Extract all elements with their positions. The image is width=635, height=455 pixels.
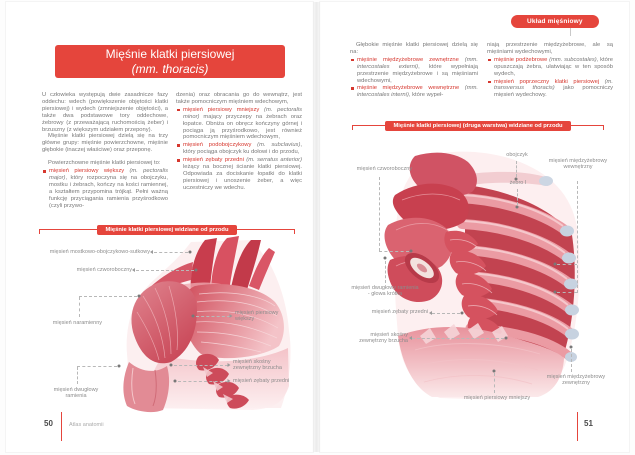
paragraph: U człowieka występują dwie zasadnicze fazy oddechu: wdech (powiększenie objętości klatki piersiowej) i wydech (zmniejszenie objętości), a także dwa podstawowe tory oddechowe, żebrowy (z przeważającą ruchomością żeber) i brzuszny (z większym udziałem przepony).	[42, 92, 168, 133]
bullet-icon	[488, 59, 491, 62]
spine-shadow	[312, 2, 321, 452]
caption-line	[571, 125, 603, 126]
figure-label: mięsień mostkowo-obojczykowo-sutkowy	[49, 249, 150, 255]
page-number-left: 50	[44, 419, 53, 428]
right-col2	[487, 42, 613, 99]
caption-tick	[603, 125, 604, 130]
bullet-icon	[351, 87, 354, 90]
muscle-list-item	[176, 107, 302, 142]
item-rest: jako pomocniczy mięsień wydechowy.	[494, 85, 613, 99]
muscle-list-item	[42, 168, 168, 209]
bullet-icon	[351, 59, 354, 62]
footer-rule-right	[577, 412, 578, 441]
item-name: mięśnie międzyżebrowe wewnętrzne	[357, 85, 460, 92]
item-latin: (mm. subcostales)	[547, 56, 597, 63]
item-rest: mający przyczepy na żebrach oraz łopatce. Obniża on obręcz kończyny górnej i pociąga ją przyśrodkowo, jest również pomocniczym mięśniem wdechowym,	[183, 113, 302, 141]
footer-rule-left	[61, 412, 62, 441]
figure-label: mięsień międzyżebrowy wewnętrzny	[548, 158, 608, 171]
item-latin: (m. pectoralis major)	[49, 168, 168, 181]
chapter-title: Mięśnie klatki piersiowej	[105, 47, 235, 61]
figure-label: mięsień zębaty przedni	[371, 309, 428, 315]
item-rest: leżący na bocznej ścianie klatki piersiowej. Odpowiada za dociskanie łopatki do klatki piersiowej i unoszenie żeber, a więc uczestniczy we wdechu.	[183, 164, 302, 191]
figure-label: mięsień zębaty przedni	[233, 378, 290, 384]
muscle-list-item	[350, 85, 478, 99]
caption-text: Mięśnie klatki piersiowej widziane od przodu	[97, 225, 236, 235]
section-tag-stem	[570, 28, 571, 36]
chest-muscles-second-layer-illustration	[360, 140, 595, 405]
figure-label: obojczyk	[506, 152, 528, 158]
muscle-list-item	[176, 142, 302, 156]
item-latin: (m. serratus anterior)	[243, 157, 302, 164]
item-name: mięśnie podżebrowe	[494, 56, 548, 63]
figure-label: mięsień czworoboczny	[76, 267, 132, 273]
section-tag-label: Układ mięśniowy	[527, 18, 583, 25]
section-tag-banner	[511, 15, 599, 28]
item-latin: (m. transversus thoracis)	[494, 78, 613, 92]
paragraph: Mięśnie klatki piersiowej dzielą się na trzy główne grupy: mięśnie powierzchowne, mięśnie głębokie (inaczej właściwe) oraz przeponę.	[42, 133, 168, 154]
paragraph: niają przestrzenie międzyżebrowe, ale są mięśniami wydechowymi,	[487, 42, 613, 55]
chapter-title-latin: (mm. thoracis)	[131, 62, 209, 76]
paragraph: dzenia) oraz obracania go do wewnątrz, jest także pomocniczym mięśniem wdechowym,	[176, 92, 302, 105]
item-rest: , które opuszczają żebra, ułatwiając w ten sposób wydech,	[494, 56, 613, 77]
muscle-list-item	[487, 79, 613, 100]
item-rest: , który pociąga obojczyk ku dołowi i do przodu,	[183, 142, 302, 156]
figure-label: mięsień dwugłowy ramienia - głowa krótka	[351, 285, 419, 298]
page-number-right: 51	[584, 419, 593, 428]
figure-label: mięsień skośny zewnętrzny brzucha	[233, 359, 282, 372]
figure-caption-right	[352, 119, 604, 132]
caption-text: Mięśnie klatki piersiowej (druga warstwa) widziane od przodu	[385, 121, 570, 131]
caption-line	[40, 229, 97, 230]
item-name: mięśnie międzyżebrowe zewnętrzne	[357, 56, 459, 63]
item-rest: , które wypełniają przestrzenie międzyżebrowe i są mięśniami wdechowymi,	[357, 63, 478, 84]
book-title: Atlas anatomii	[69, 422, 104, 428]
left-col2	[176, 92, 302, 192]
item-name: mięsień piersiowy większy	[49, 168, 125, 175]
bullet-icon	[177, 144, 180, 147]
figure-label: mięsień dwugłowy ramienia	[53, 387, 99, 400]
caption-line	[237, 229, 294, 230]
figure-label: mięsień międzyżebrowy zewnętrzny	[546, 374, 606, 387]
item-name: mięsień poprzeczny klatki piersiowej	[494, 78, 600, 85]
figure-label: mięsień czworoboczny	[356, 166, 412, 172]
figure-label: mięsień piersiowy mniejszy	[463, 395, 531, 401]
muscle-list-item	[350, 57, 478, 85]
bullet-icon	[488, 81, 491, 84]
item-latin: (mm. intercostales interni)	[357, 85, 479, 99]
figure-caption-left	[39, 223, 295, 236]
chest-muscles-front-illustration	[103, 236, 303, 414]
item-latin: (m. pectoralis minor)	[183, 106, 302, 120]
item-rest: , które wypeł-	[408, 92, 444, 99]
chapter-title-banner	[55, 45, 285, 78]
figure-label: mięsień naramienny	[52, 320, 102, 326]
figure-label: mięsień skośny zewnętrzny brzucha	[359, 332, 408, 345]
left-col1	[42, 92, 168, 210]
caption-tick	[294, 229, 295, 234]
right-col1	[350, 42, 478, 99]
bullet-icon	[177, 159, 180, 162]
muscle-list-item	[176, 157, 302, 192]
figure-label: żebro I	[509, 180, 527, 186]
item-latin: (m. subclavius)	[251, 142, 301, 149]
item-name: mięsień zębaty przedni	[183, 157, 244, 164]
item-latin: (mm. intercostales externi)	[357, 56, 478, 70]
figure-label: mięsień piersiowy większy	[235, 310, 279, 323]
muscle-list-item	[487, 57, 613, 78]
item-name: mięsień podobojczykowy	[183, 142, 252, 149]
paragraph: Głębokie mięśnie klatki piersiowej dzielą się na:	[350, 42, 478, 55]
bullet-icon	[177, 109, 180, 112]
item-rest: , który rozpoczyna się na obojczyku, mostku i żebrach, kończy na kości ramiennej, a kształtem przypomina trójkąt. Pełni ważną funkcję przyciągania ramienia przyśrodkowo (czyli przywo-	[49, 174, 168, 209]
caption-line	[353, 125, 385, 126]
item-name: mięsień piersiowy mniejszy	[183, 106, 260, 113]
bullet-icon	[43, 170, 46, 173]
paragraph: Powierzchowne mięśnie klatki piersiowej to:	[48, 160, 161, 167]
